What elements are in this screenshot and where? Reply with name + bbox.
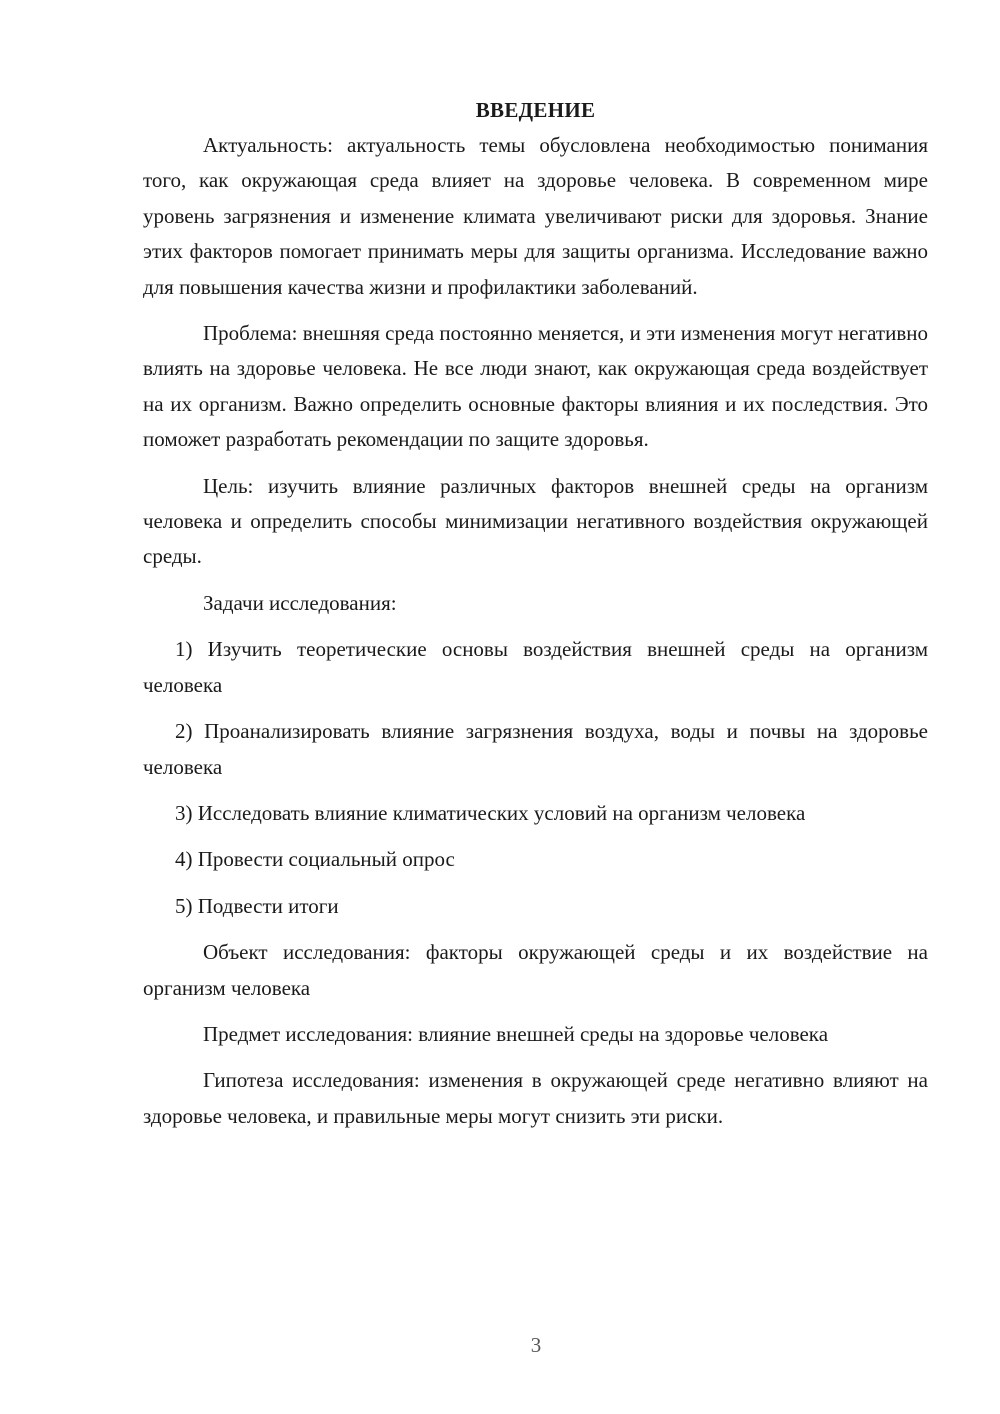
list-item: 2) Проанализировать влияние загрязнения воздуха, воды и почвы на здоровье человека [143, 719, 928, 779]
list-item: 1) Изучить теоретические основы воздействия внешней среды на организм человека [143, 637, 928, 697]
tasks-list [143, 632, 928, 924]
subject-paragraph: Предмет исследования: влияние внешней среды на здоровье человека [203, 1021, 829, 1046]
page-title: ВВЕДЕНИЕ [475, 98, 596, 122]
hypothesis-paragraph: Гипотеза исследования: изменения в окружающей среде негативно влияют на здоровье человека, и правильные меры могут снизить эти риски. [143, 1068, 928, 1128]
object-paragraph: Объект исследования: факторы окружающей среды и их воздействие на организм человека [143, 940, 928, 1000]
document-page [143, 95, 928, 1145]
page-number: 3 [530, 1333, 542, 1357]
tasks-heading: Задачи исследования: [203, 590, 397, 615]
problem-paragraph: Проблема: внешняя среда постоянно меняется, и эти изменения могут негативно влиять на здоровье человека. Не все люди знают, как окружающая среда воздействует на их организм. Важно определить основные факторы влияния и их последствия. Это поможет разработать рекомендации по защите здоровья. [143, 321, 928, 452]
list-item: 5) Подвести итоги [175, 893, 339, 918]
goal-paragraph: Цель: изучить влияние различных факторов внешней среды на организм человека и определить способы минимизации негативного воздействия окружающей среды. [143, 473, 928, 569]
list-item: 3) Исследовать влияние климатических условий на организм человека [175, 800, 806, 825]
list-item: 4) Провести социальный опрос [175, 847, 455, 872]
relevance-paragraph: Актуальность: актуальность темы обусловлена необходимостью понимания того, как окружающая среда влияет на здоровье человека. В современном мире уровень загрязнения и изменение климата увеличивают риски для здоровья. Знание этих факторов помогает принимать меры для защиты организма. Исследование важно для повышения качества жизни и профилактики заболеваний. [143, 133, 928, 299]
